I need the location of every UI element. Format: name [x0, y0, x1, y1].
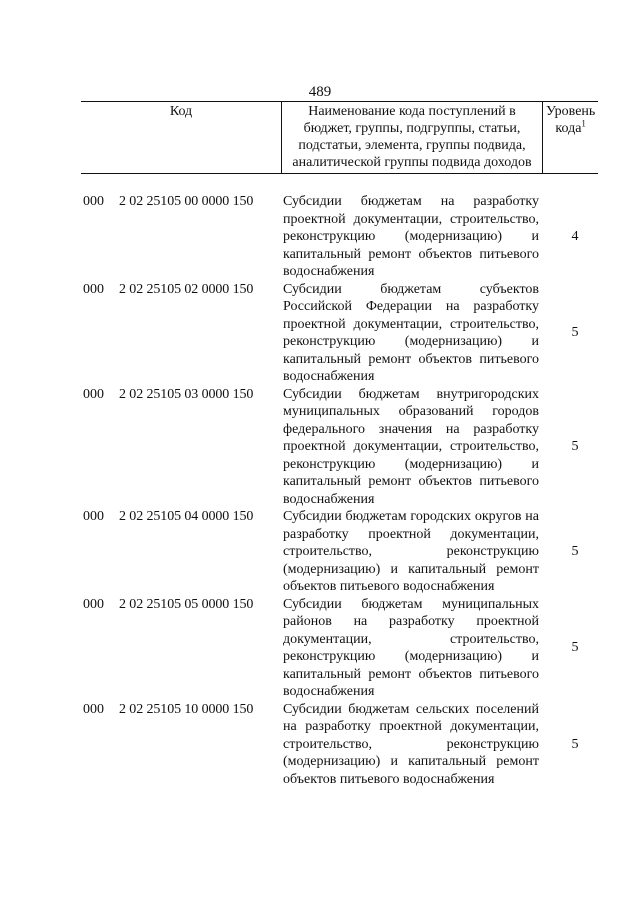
row-name: Субсидии бюджетам сельских поселений на разработку проектной документации, строительство, реконструкцию (модернизацию) и капитальный ремонт объектов питьевого водоснабжения: [283, 701, 539, 787]
table-row: [83, 193, 603, 281]
header-level-label: Уровень кода: [546, 104, 596, 136]
table-row: [83, 596, 603, 701]
row-prefix: 000: [83, 386, 104, 402]
row-name: Субсидии бюджетам внутригородских муниципальных образований городов федерального значения на разработку проектной документации, строительство, реконструкцию (модернизацию) и капитальный ремонт объектов питьевого водоснабжения: [283, 386, 539, 507]
row-code: 2 02 25105 02 0000 150: [119, 281, 254, 297]
row-level: 5: [571, 439, 579, 454]
row-code: 2 02 25105 03 0000 150: [119, 386, 254, 402]
table-header: [81, 101, 598, 174]
row-level: 5: [571, 640, 579, 656]
header-level-footnote: 1: [581, 118, 586, 129]
row-level: 5: [571, 736, 579, 752]
row-prefix: 000: [83, 509, 104, 524]
row-level: 5: [571, 325, 579, 341]
row-code: 2 02 25105 00 0000 150: [119, 194, 254, 209]
page-number: 489: [308, 84, 332, 100]
header-level: [543, 102, 599, 174]
row-code: 2 02 25105 05 0000 150: [119, 596, 254, 612]
row-name: Субсидии бюджетам субъектов Российской Федерации на разработку проектной документации, строительство, реконструкцию (модернизацию) и капитальный ремонт объектов питьевого водоснабжения: [283, 281, 539, 384]
row-level: 4: [571, 229, 579, 244]
row-prefix: 000: [83, 194, 104, 209]
header-name: Наименование кода поступлений в бюджет, группы, подгруппы, статьи, подстатьи, элемента, группы подвида, аналитической группы подвида доходов: [282, 102, 543, 174]
header-code: Код: [81, 102, 282, 174]
row-prefix: 000: [83, 596, 104, 612]
table-row: [83, 281, 603, 386]
table-body: [83, 193, 603, 788]
row-name: Субсидии бюджетам городских округов на разработку проектной документации, строительство, реконструкцию (модернизацию) и капитальный ремонт объектов питьевого водоснабжения: [283, 509, 539, 594]
table-row: [83, 508, 603, 596]
table-row: [83, 386, 603, 509]
row-prefix: 000: [83, 701, 104, 717]
table-row: [83, 701, 603, 789]
row-level: 5: [571, 544, 579, 559]
row-prefix: 000: [83, 281, 104, 297]
row-name: Субсидии бюджетам муниципальных районов на разработку проектной документации, строительство, реконструкцию (модернизацию) и капитальный ремонт объектов питьевого водоснабжения: [283, 596, 539, 699]
row-code: 2 02 25105 10 0000 150: [119, 701, 254, 717]
row-code: 2 02 25105 04 0000 150: [119, 509, 254, 524]
row-name: Субсидии бюджетам на разработку проектной документации, строительство, реконструкцию (модернизацию) и капитальный ремонт объектов питьевого водоснабжения: [283, 194, 539, 279]
